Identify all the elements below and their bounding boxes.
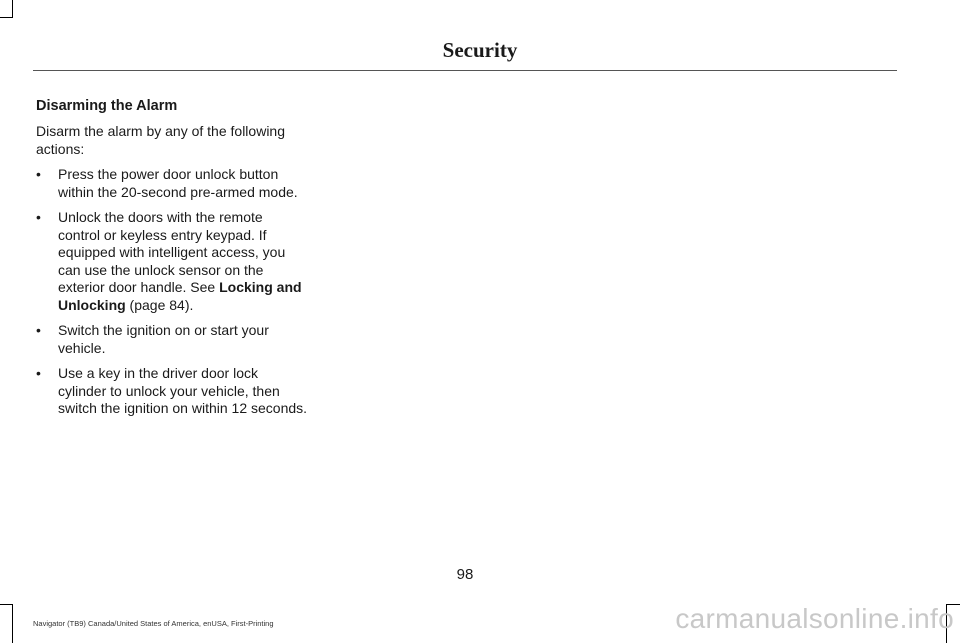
cross-reference-link[interactable]: Locking and Unlocking bbox=[58, 279, 302, 313]
bullet-icon: • bbox=[36, 365, 41, 381]
crop-mark-bottom-left-horizontal bbox=[0, 604, 13, 605]
list-item-text: Unlock the doors with the remote control or keyless entry keypad. If equipped with intelligent access, you can use the unlock sensor on the exterior door handle. See bbox=[58, 209, 286, 295]
header-divider bbox=[33, 70, 897, 71]
list-item bbox=[36, 166, 308, 201]
list-item-text: Switch the ignition on or start your vehicle. bbox=[58, 322, 269, 356]
section-heading: Disarming the Alarm bbox=[36, 98, 178, 114]
intro-paragraph: Disarm the alarm by any of the following actions: bbox=[36, 123, 285, 157]
bullet-icon: • bbox=[36, 166, 41, 182]
watermark-text: carmanualsonline.info bbox=[675, 603, 954, 634]
bullet-icon: • bbox=[36, 209, 41, 225]
cross-reference-page: (page 84). bbox=[125, 296, 194, 313]
page-title: Security bbox=[442, 38, 518, 62]
crop-mark-bottom-left-vertical bbox=[12, 604, 13, 643]
list-item bbox=[36, 209, 308, 314]
list-item bbox=[36, 322, 308, 357]
crop-mark-top-left-horizontal bbox=[0, 17, 13, 18]
list-item-text: Press the power door unlock button within the 20-second pre-armed mode. bbox=[58, 166, 298, 200]
list-item bbox=[36, 365, 308, 418]
bullet-icon: • bbox=[36, 322, 41, 338]
edition-footer: Navigator (TB9) Canada/United States of America, enUSA, First-Printing bbox=[33, 619, 274, 628]
crop-mark-top-left-vertical bbox=[12, 0, 13, 18]
list-item-text: Use a key in the driver door lock cylinder to unlock your vehicle, then switch the ignition on within 12 seconds. bbox=[58, 365, 308, 416]
main-content bbox=[36, 97, 308, 426]
action-list bbox=[36, 166, 308, 418]
page-number: 98 bbox=[456, 566, 474, 583]
